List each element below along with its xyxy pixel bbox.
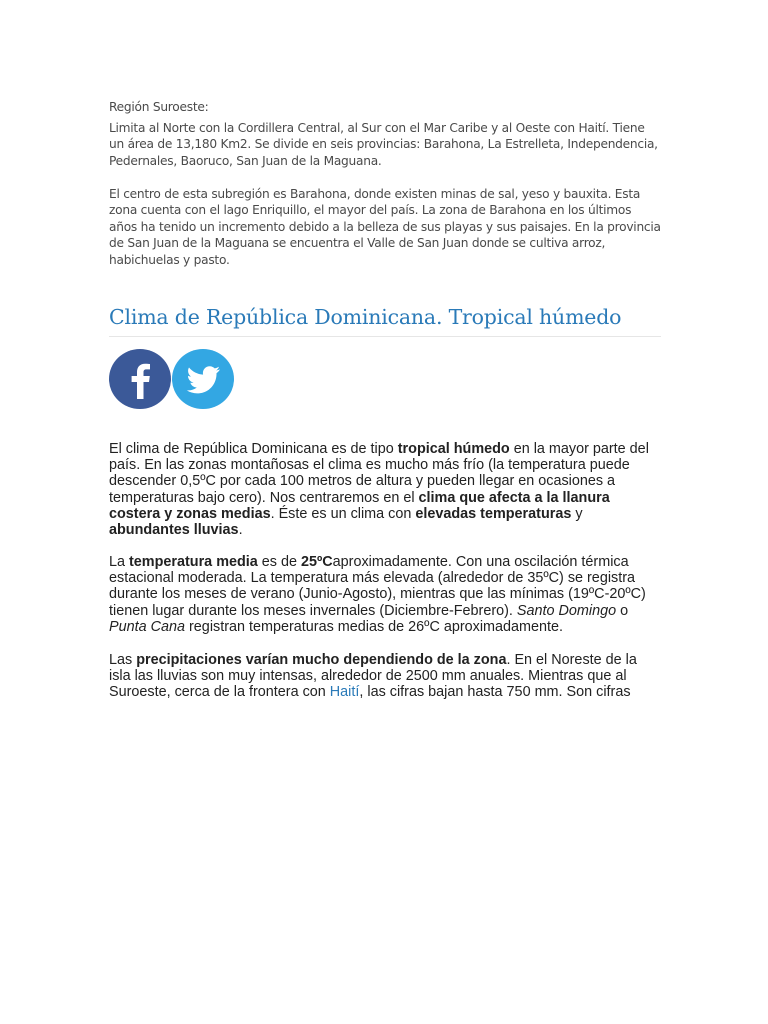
twitter-share-button[interactable] [172, 349, 234, 409]
region-paragraph-barahona: El centro de esta subregión es Barahona, donde existen minas de sal, yeso y bauxita. Esta zona cuenta con el lago Enriquillo, el mayor del país. La zona de Barahona en los últimos años ha tenido un incremento debido a la belleza de sus playas y sus paisajes. En la provincia de San Juan de la Maguana se encuentra el Valle de San Juan donde se cultiva arroz, habichuelas y pasto. [109, 187, 661, 267]
twitter-icon [172, 349, 234, 409]
section-title: Clima de República Dominicana. Tropical húmedo [109, 305, 661, 337]
haiti-link[interactable]: Haití [329, 684, 360, 701]
facebook-icon [109, 349, 171, 409]
facebook-share-button[interactable] [109, 349, 171, 409]
social-share-buttons [109, 349, 239, 409]
climate-paragraph-precipitation: Las precipitaciones varían mucho dependiendo de la zona. En el Noreste de la isla las lluvias son muy intensas, alrededor de 2500 mm anuales. Mientras que al Suroeste, cerca de la frontera con Haití, las cifras bajan hasta 750 mm. Son cifras [109, 652, 637, 701]
climate-paragraph-temperature: La temperatura media es de 25ºCaproximadamente. Con una oscilación térmica estacional moderada. La temperatura más elevada (alrededor de 35ºC) se registra durante los meses de verano (Junio-Agosto), mientras que las mínimas (19ºC-20ºC) tienen lugar durante los meses invernales (Diciembre-Febrero). Santo Domingo o Punta Cana registran temperaturas medias de 26ºC aproximadamente. [109, 554, 646, 635]
climate-paragraph-intro: El clima de República Dominicana es de tipo tropical húmedo en la mayor parte del país. En las zonas montañosas el clima es mucho más frío (la temperatura puede descender 0,5ºC por cada 100 metros de altura y pueden llegar en ocasiones a temperaturas bajo cero). Nos centraremos en el clima que afecta a la llanura costera y zonas medias. Éste es un clima con elevadas temperaturas y abundantes lluvias. [109, 441, 649, 539]
region-paragraph-limits: Limita al Norte con la Cordillera Central, al Sur con el Mar Caribe y al Oeste con Haití. Tiene un área de 13,180 Km2. Se divide en seis provincias: Barahona, La Estrelleta, Independencia, Pedernales, Baoruco, San Juan de la Maguana. [109, 121, 658, 168]
region-heading: Región Suroeste: [109, 100, 209, 115]
